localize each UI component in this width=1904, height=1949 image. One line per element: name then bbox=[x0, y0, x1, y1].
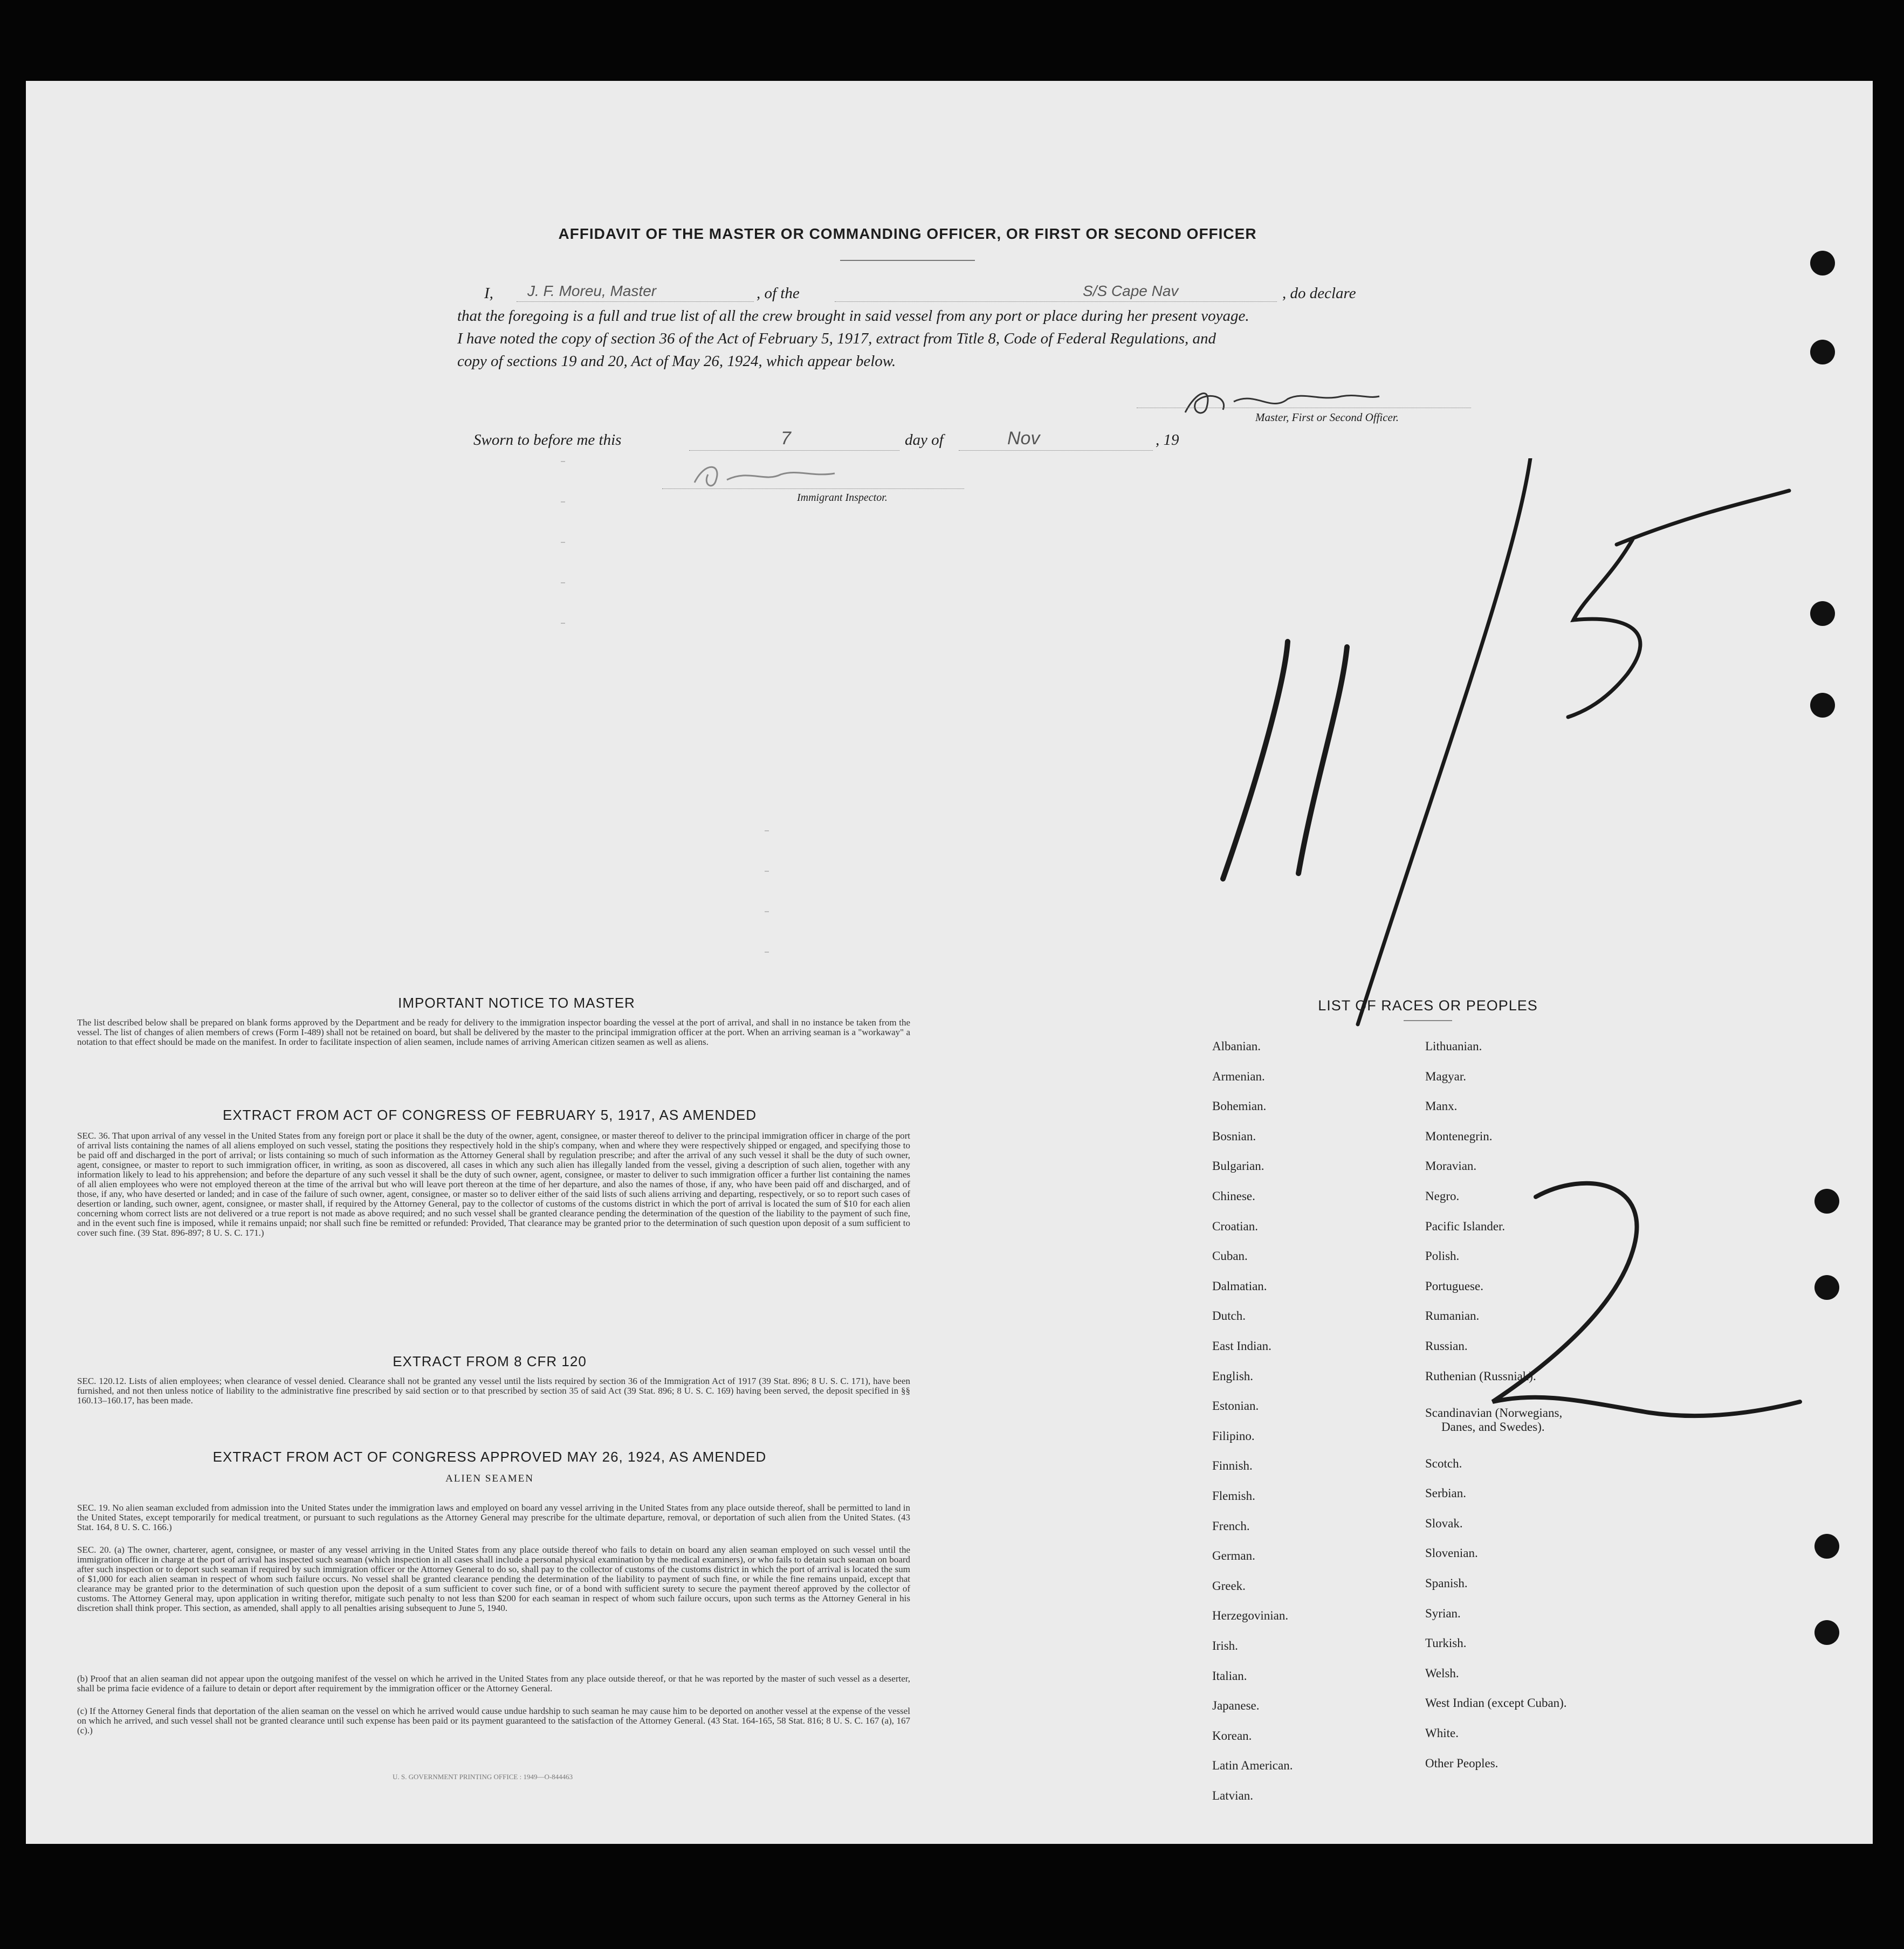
race-item: French. bbox=[1212, 1519, 1250, 1533]
tick-mark bbox=[561, 461, 565, 462]
race-item: Negro. bbox=[1425, 1189, 1460, 1203]
race-item: Welsh. bbox=[1425, 1666, 1459, 1680]
sworn-line bbox=[473, 428, 1282, 453]
race-item: Ruthenian (Russniak). bbox=[1425, 1369, 1536, 1383]
sworn-day: 7 bbox=[781, 428, 791, 449]
sec-20a-text: SEC. 20. (a) The owner, charterer, agent, consignee, or master of any vessel arriving in the United States from any place outside thereof who fails to detain on board any alien seaman employed on such vessel until the immigration officer in charge at the port of arrival has inspected such seaman (which inspection in all cases shall include a personal physical examination by the medical examiners), or who fails to detain such seaman on board after such inspection or to deport such seaman if required by such immigration officer or the Attorney General to do so, shall pay to the collector of customs of the customs district in which the port of arrival is located the sum of $1,000 for each alien seaman in respect of whom such failure occurs. No vessel shall be granted clearance pending the determination of the liability to payment of such fine, or while the fine remains unpaid, except that clearance may be granted prior to the determination of such question upon the deposit of a sum sufficient to cover such fine, or of a bond with sufficient surety to secure the payment thereof approved by the collector of customs. The Attorney General may, upon application in writing therefor, mitigate such penalty to not less than $200 for each seaman in respect of whom such failure occurs, upon such terms as the Attorney General in his discretion shall think proper. This section, as amended, shall apply to all penalties arising subsequent to June 5, 1940. bbox=[77, 1545, 910, 1613]
race-item: Lithuanian. bbox=[1425, 1039, 1482, 1053]
race-item: Bosnian. bbox=[1212, 1129, 1256, 1143]
tick-mark bbox=[561, 623, 565, 624]
races-title: LIST OF RACES OR PEOPLES bbox=[1318, 997, 1538, 1014]
master-name-line bbox=[517, 301, 754, 302]
vessel-name: S/S Cape Nav bbox=[1083, 283, 1179, 299]
declaration-line-3: I have noted the copy of section 36 of the Act of February 5, 1917, extract from Title 8, Code of Federal Regulations, and bbox=[457, 330, 1216, 347]
race-item: Polish. bbox=[1425, 1249, 1460, 1263]
race-item: Dalmatian. bbox=[1212, 1279, 1267, 1293]
race-item: Finnish. bbox=[1212, 1459, 1253, 1473]
sec-20c-text: (c) If the Attorney General finds that deportation of the alien seaman on the vessel on which he arrived would cause undue hardship to such seaman he may cause him to be deported on another vessel at the expense of the vessel on which he arrived, and such vessel shall not be granted clearance until such expense has been paid or its payment guaranteed to the satisfaction of the Attorney General. (43 Stat. 164-165, 58 Stat. 816; 8 U. S. C. 167 (a), 167 (c).) bbox=[77, 1706, 910, 1735]
race-item: Filipino. bbox=[1212, 1429, 1255, 1443]
inspector-label: Immigrant Inspector. bbox=[797, 492, 888, 504]
punch-hole bbox=[1814, 1620, 1839, 1645]
race-item: German. bbox=[1212, 1549, 1255, 1563]
punch-hole bbox=[1810, 601, 1835, 626]
large-handwritten-mark bbox=[1185, 458, 1805, 1078]
tick-mark bbox=[765, 911, 769, 912]
extract-cfr-title: EXTRACT FROM 8 CFR 120 bbox=[393, 1353, 587, 1369]
race-item: Italian. bbox=[1212, 1669, 1247, 1683]
race-item: Other Peoples. bbox=[1425, 1756, 1499, 1770]
race-item: Spanish. bbox=[1425, 1576, 1468, 1590]
extract-1924-title: EXTRACT FROM ACT OF CONGRESS APPROVED MAY 26, 1924, AS AMENDED bbox=[212, 1449, 767, 1465]
race-item: Scandinavian (Norwegians, bbox=[1425, 1406, 1563, 1420]
tick-mark bbox=[561, 582, 565, 583]
race-item: Montenegrin. bbox=[1425, 1129, 1493, 1143]
race-item: Slovenian. bbox=[1425, 1546, 1478, 1560]
declaration-i: I, bbox=[484, 285, 493, 302]
race-item: Latvian. bbox=[1212, 1789, 1253, 1802]
race-item: Syrian. bbox=[1425, 1606, 1461, 1620]
notice-title: IMPORTANT NOTICE TO MASTER bbox=[398, 995, 635, 1011]
race-item: Portuguese. bbox=[1425, 1279, 1483, 1293]
race-item: White. bbox=[1425, 1726, 1459, 1740]
punch-hole bbox=[1814, 1534, 1839, 1559]
declaration-line-4: copy of sections 19 and 20, Act of May 26, 1924, which appear below. bbox=[457, 353, 896, 370]
race-item: Moravian. bbox=[1425, 1159, 1477, 1173]
race-item: Greek. bbox=[1212, 1579, 1246, 1593]
race-item: Latin American. bbox=[1212, 1759, 1293, 1773]
printing-office-imprint: U. S. GOVERNMENT PRINTING OFFICE : 1949—O-844463 bbox=[393, 1773, 573, 1781]
race-item: East Indian. bbox=[1212, 1339, 1271, 1353]
race-item: Korean. bbox=[1212, 1728, 1252, 1743]
race-item: West Indian (except Cuban). bbox=[1425, 1696, 1567, 1710]
race-item: Turkish. bbox=[1425, 1636, 1467, 1650]
race-item: Scotch. bbox=[1425, 1456, 1462, 1470]
punch-hole bbox=[1810, 251, 1835, 276]
sec-19-text: SEC. 19. No alien seaman excluded from admission into the United States under the immigration laws and employed on board any vessel arriving in the United States from any place outside thereof, shall be permitted to land in the United States, except temporarily for medical treatment, or pursuant to such regulations as the Attorney General may prescribe for the ultimate departure, removal, or deportation of such alien from the United States. (43 Stat. 164, 8 U. S. C. 166.) bbox=[77, 1503, 910, 1532]
declaration-line-2: that the foregoing is a full and true list of all the crew brought in said vessel from any port or place during her present voyage. bbox=[457, 307, 1249, 325]
race-item: Rumanian. bbox=[1425, 1309, 1480, 1323]
race-item: Flemish. bbox=[1212, 1489, 1255, 1503]
handwritten-two-mark bbox=[1476, 1175, 1811, 1456]
alien-seamen-subtitle: ALIEN SEAMEN bbox=[445, 1473, 534, 1484]
tick-mark bbox=[765, 830, 769, 831]
tick-mark bbox=[561, 501, 565, 502]
extract-cfr-text: SEC. 120.12. Lists of alien employees; when clearance of vessel denied. Clearance shall not be granted any vessel until the lists required by section 36 of the Immigration Act of 1917 (39 Stat. 896; 8 U. S. C. 171), have been furnished, and not then unless notice of liability to the administrative fine prescribed by said section or to that prescribed by section 35 of said Act (39 Stat. 896; 8 U. S. C. 169) having been served, the deposit specified in §§ 160.13–160.17, has been made. bbox=[77, 1376, 910, 1406]
master-name: J. F. Moreu, Master bbox=[527, 283, 657, 299]
sworn-month: Nov bbox=[1007, 428, 1040, 449]
race-item: Bohemian. bbox=[1212, 1099, 1267, 1113]
race-item: Armenian. bbox=[1212, 1069, 1265, 1083]
sworn-day-line bbox=[689, 450, 899, 451]
of-the-label: , of the bbox=[757, 285, 800, 302]
declaration-line-1 bbox=[457, 285, 1482, 307]
race-item: Manx. bbox=[1425, 1099, 1458, 1113]
document-page bbox=[26, 81, 1873, 1844]
race-item: Slovak. bbox=[1425, 1516, 1463, 1530]
inspector-signature bbox=[684, 453, 878, 496]
race-item: Dutch. bbox=[1212, 1309, 1246, 1323]
vessel-name-line bbox=[835, 301, 1277, 302]
inspector-signature-line bbox=[662, 488, 964, 489]
sec-20b-text: (b) Proof that an alien seaman did not appear upon the outgoing manifest of the vessel on which he arrived in the United States from any place outside thereof, or that he was reported by the master of such vessel as a deserter, shall be prima facie evidence of a failure to detain or deport after requirement by the immigration officer or the Attorney General. bbox=[77, 1673, 910, 1693]
punch-hole bbox=[1810, 693, 1835, 718]
do-declare-label: , do declare bbox=[1282, 285, 1356, 302]
race-item: Estonian. bbox=[1212, 1399, 1259, 1413]
day-of-label: day of bbox=[905, 431, 944, 449]
race-item: Bulgarian. bbox=[1212, 1159, 1264, 1173]
punch-hole bbox=[1814, 1189, 1839, 1214]
race-item: Herzegovinian. bbox=[1212, 1609, 1289, 1623]
tick-mark bbox=[561, 542, 565, 543]
race-item: Irish. bbox=[1212, 1639, 1238, 1652]
race-item: Russian. bbox=[1425, 1339, 1468, 1353]
race-item: Cuban. bbox=[1212, 1249, 1248, 1263]
sworn-month-line bbox=[959, 450, 1153, 451]
affidavit-title: AFFIDAVIT OF THE MASTER OR COMMANDING OFFICER, OR FIRST OR SECOND OFFICER bbox=[558, 225, 1257, 242]
race-item: Croatian. bbox=[1212, 1219, 1258, 1233]
year-prefix: , 19 bbox=[1156, 431, 1179, 449]
extract-1917-text: SEC. 36. That upon arrival of any vessel in the United States from any foreign port or place it shall be the duty of the owner, agent, consignee, or master thereof to deliver to the principal immigration officer in charge of the port of arrival lists containing the names of all aliens employed on such vessel, stating the positions they respectively hold in the ship's company, when and where they were respectively shipped or engaged, and specifying those to be paid off and discharged in the port of arrival; or lists containing so much of such information as the Attorney General shall by regulation prescribe; and after the arrival of any such vessel it shall be the duty of such owner, agent, consignee, or master to report to such immigration officer, in writing, as soon as discovered, all cases in which any such alien has illegally landed from the vessel, giving a description of such alien, together with any information likely to lead to his apprehension; and before the departure of any such vessel it shall be the duty of such owner, agent, consignee, or master to deliver to such immigration officer a further list containing the names of all alien employees who were not employed thereon at the time of the arrival but who will leave port thereon at the time of her departure, and also the names of those, if any, who have been paid off and discharged, and of those, if any, who have deserted or landed; and in case of the failure of such owner, agent, consignee, or master so to deliver either of the said lists of such aliens arriving and departing, respectively, or so to report such cases of desertion or landing, such owner, agent, consignee, or master shall, if required by the Attorney General, pay to the collector of customs of the customs district in which the port of arrival is located the sum of $10 for each alien concerning whom correct lists are not delivered or a true report is not made as above required; and no such vessel shall be granted clearance pending the determination of the question of the liability to the payment of such fine, and in the event such fine is imposed, while it remains unpaid; nor shall such fine be remitted or refunded: Provided, That clearance may be granted prior to the determination of such question upon deposit of a sum sufficient to cover such fine. (39 Stat. 896-897; 8 U. S. C. 171.) bbox=[77, 1131, 910, 1238]
race-item: Serbian. bbox=[1425, 1486, 1467, 1500]
punch-hole bbox=[1814, 1275, 1839, 1300]
sworn-prefix: Sworn to before me this bbox=[473, 431, 622, 449]
notice-text: The list described below shall be prepared on blank forms approved by the Department and be ready for delivery to the immigration inspector boarding the vessel at the port of arrival, and shall in no instance be taken from the vessel. The list of changes of alien members of crews (Form I-489) shall not be retained on board, but shall be delivered by the master to the principal immigration officer at the port. When an arriving seaman is a "workaway" a notation to that effect should be made on the manifest. In order to facilitate inspection of alien seamen, include names of arriving American citizen seamen as well as aliens. bbox=[77, 1017, 910, 1047]
title-rule bbox=[840, 260, 975, 261]
extract-1917-title: EXTRACT FROM ACT OF CONGRESS OF FEBRUARY 5, 1917, AS AMENDED bbox=[223, 1107, 757, 1123]
races-title-rule bbox=[1404, 1020, 1452, 1021]
race-item: Japanese. bbox=[1212, 1699, 1260, 1713]
race-item: Danes, and Swedes). bbox=[1441, 1420, 1545, 1434]
race-item: Chinese. bbox=[1212, 1189, 1255, 1203]
tick-mark bbox=[765, 952, 769, 953]
tick-mark bbox=[765, 871, 769, 872]
race-item: Pacific Islander. bbox=[1425, 1219, 1506, 1233]
punch-hole bbox=[1810, 340, 1835, 364]
race-item: Albanian. bbox=[1212, 1039, 1261, 1053]
race-item: English. bbox=[1212, 1369, 1254, 1383]
officer-label: Master, First or Second Officer. bbox=[1255, 411, 1399, 424]
race-item: Magyar. bbox=[1425, 1069, 1467, 1083]
officer-signature-line bbox=[1137, 407, 1471, 408]
